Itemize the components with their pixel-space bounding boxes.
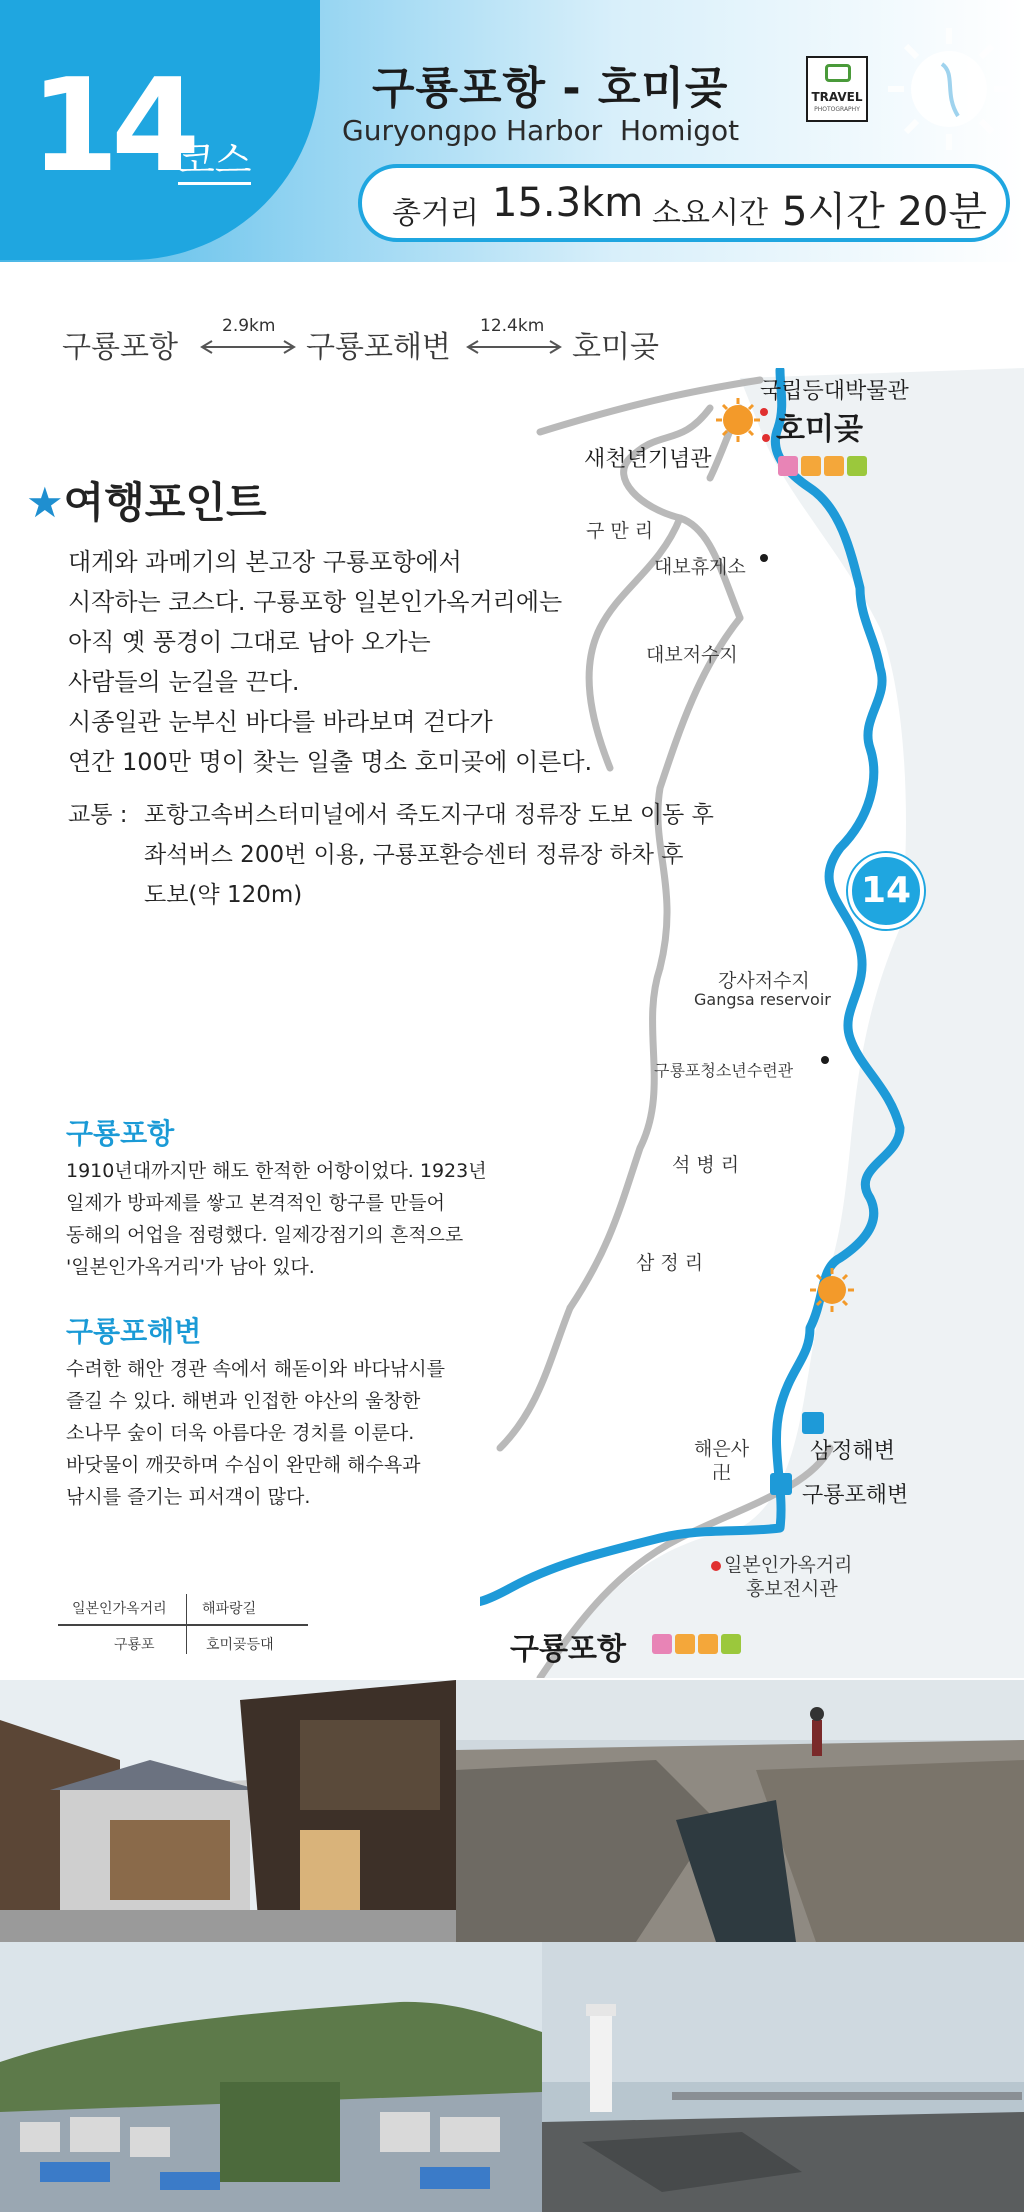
route-stop-2: 구룡포해변 <box>306 330 451 365</box>
travel-point-line: 시작하는 코스다. 구룡포항 일본인가옥거리에는 <box>68 588 563 616</box>
rest-area-marker <box>760 554 768 562</box>
legend-divider <box>58 1624 308 1626</box>
sun-icon <box>884 24 1014 154</box>
map-label-exhibit-hall: 홍보전시관 <box>746 1578 838 1600</box>
map-label-museum: 국립등대박물관 <box>760 379 909 404</box>
map-label-millennium: 새천년기념관 <box>584 447 712 472</box>
transport-line: 포항고속버스터미널에서 죽도지구대 정류장 도보 이동 후 <box>144 802 714 828</box>
route-map <box>480 368 1024 1678</box>
parking-icon <box>698 1634 718 1654</box>
map-label-samjeongri: 삼 정 리 <box>636 1252 704 1274</box>
facility-icons-harbor <box>652 1634 741 1654</box>
section-line: 낚시를 즐기는 피서객이 많다. <box>66 1486 311 1508</box>
header <box>0 0 1024 260</box>
route-leg-1: 2.9km <box>222 316 276 336</box>
legend-top-right: 해파랑길 <box>202 1601 257 1617</box>
map-label-daebo-reservoir: 대보저수지 <box>646 644 738 666</box>
time-value: 5시간 20분 <box>782 189 987 235</box>
section-line: 동해의 어업을 점령했다. 일제강점기의 흔적으로 <box>66 1224 464 1246</box>
map-label-japanese-street: 일본인가옥거리 <box>724 1554 853 1576</box>
info-icon <box>847 456 867 476</box>
japanese-street-marker <box>711 1561 721 1571</box>
section-title-harbor: 구룡포항 <box>66 1117 175 1150</box>
section-line: 1910년대까지만 해도 한적한 어항이었다. 1923년 <box>66 1160 487 1182</box>
map-label-guryongpo-harbor: 구룡포항 <box>510 1632 626 1667</box>
map-label-homigot: 호미곶 <box>776 412 863 447</box>
museum-marker <box>760 408 768 416</box>
travel-point-line: 시종일관 눈부신 바다를 바라보며 걷다가 <box>68 708 493 736</box>
parking-icon <box>824 456 844 476</box>
travel-point-line: 사람들의 눈길을 끈다. <box>68 668 300 696</box>
map-label-daebo-rest: 대보휴게소 <box>654 556 746 578</box>
section-title-beach: 구룡포해변 <box>66 1315 202 1348</box>
route-stop-3: 호미곶 <box>572 330 659 365</box>
travel-point-line: 아직 옛 풍경이 그대로 남아 오가는 <box>68 628 431 656</box>
section-line: 일제가 방파제를 쌓고 본격적인 항구를 만들어 <box>66 1192 445 1214</box>
stats-box <box>358 164 1010 242</box>
map-label-gangsa-en: Gangsa reservoir <box>694 990 831 1009</box>
section-line: 바닷물이 깨끗하며 수심이 완만해 해수욕과 <box>66 1454 421 1476</box>
toilet-icon <box>652 1634 672 1654</box>
section-line: 수려한 해안 경관 속에서 해돋이와 바다낚시를 <box>66 1358 445 1380</box>
double-arrow-icon <box>200 340 296 354</box>
page-title: 구룡포항 - 호미곶 <box>372 63 729 114</box>
photo-lighthouse-coast <box>542 1942 1024 2212</box>
transport-line: 좌석버스 200번 이용, 구룡포환승센터 정류장 하차 후 <box>144 842 684 868</box>
info-icon <box>721 1634 741 1654</box>
distance-value: 15.3km <box>492 180 644 226</box>
route-leg-2: 12.4km <box>480 316 545 336</box>
section-line: '일본인가옥거리'가 남아 있다. <box>66 1256 315 1278</box>
restaurant-icon <box>675 1634 695 1654</box>
map-label-gumanri: 구 만 리 <box>586 520 654 542</box>
beach-icon <box>770 1473 792 1495</box>
beach-icon <box>802 1412 824 1434</box>
photo-legend <box>58 1588 320 1658</box>
section-line: 소나무 숲이 더욱 아름다운 경치를 이룬다. <box>66 1422 415 1444</box>
temple-icon: 卍 <box>712 1462 732 1484</box>
double-arrow-icon <box>466 340 562 354</box>
legend-top-left: 일본인가옥거리 <box>72 1601 167 1617</box>
distance-label: 총거리 <box>392 196 479 231</box>
legend-bottom-right: 호미곶등대 <box>206 1637 274 1653</box>
facility-icons-homigot <box>778 456 867 476</box>
transport-label: 교통 : <box>68 802 128 828</box>
photo-harbor-town <box>0 1942 542 2212</box>
camera-icon <box>825 64 851 82</box>
travel-photography-logo: TRAVEL PHOTOGRAPHY <box>806 56 868 122</box>
transport-line: 도보(약 120m) <box>144 882 303 908</box>
photo-japanese-houses <box>0 1680 456 1942</box>
time-label: 소요시간 <box>652 196 768 231</box>
millennium-marker <box>762 434 770 442</box>
travel-point-line: 대게와 과메기의 본고장 구룡포항에서 <box>68 548 462 576</box>
restaurant-icon <box>801 456 821 476</box>
map-label-samjeong-beach: 삼정해변 <box>810 1439 896 1464</box>
photo-rocky-coast <box>456 1680 1024 1942</box>
course-number: 14 <box>30 52 193 201</box>
route-stop-1: 구룡포항 <box>62 330 178 365</box>
star-icon: ★ <box>26 478 64 527</box>
course-word: 코스 <box>178 138 251 185</box>
youth-center-marker <box>821 1056 829 1064</box>
map-label-haeeunsa: 해은사 <box>694 1438 750 1460</box>
legend-divider <box>186 1594 187 1654</box>
map-label-gangsa: 강사저수지 <box>718 970 810 992</box>
map-label-guryongpo-beach: 구룡포해변 <box>802 1483 909 1508</box>
title-en-end: Homigot <box>620 114 740 147</box>
title-en-start: Guryongpo Harbor <box>342 114 603 147</box>
travel-point-heading: ★여행포인트 <box>26 478 267 527</box>
travel-point-line: 연간 100만 명이 찾는 일출 명소 호미곶에 이른다. <box>68 748 593 776</box>
legend-bottom-left: 구룡포 <box>114 1637 155 1653</box>
toilet-icon <box>778 456 798 476</box>
section-line: 즐길 수 있다. 해변과 인접한 야산의 울창한 <box>66 1390 421 1412</box>
course-badge-map: 14 <box>848 853 924 929</box>
map-label-youth-center: 구룡포청소년수련관 <box>654 1061 794 1080</box>
map-label-seokbyeongri: 석 병 리 <box>672 1154 740 1176</box>
